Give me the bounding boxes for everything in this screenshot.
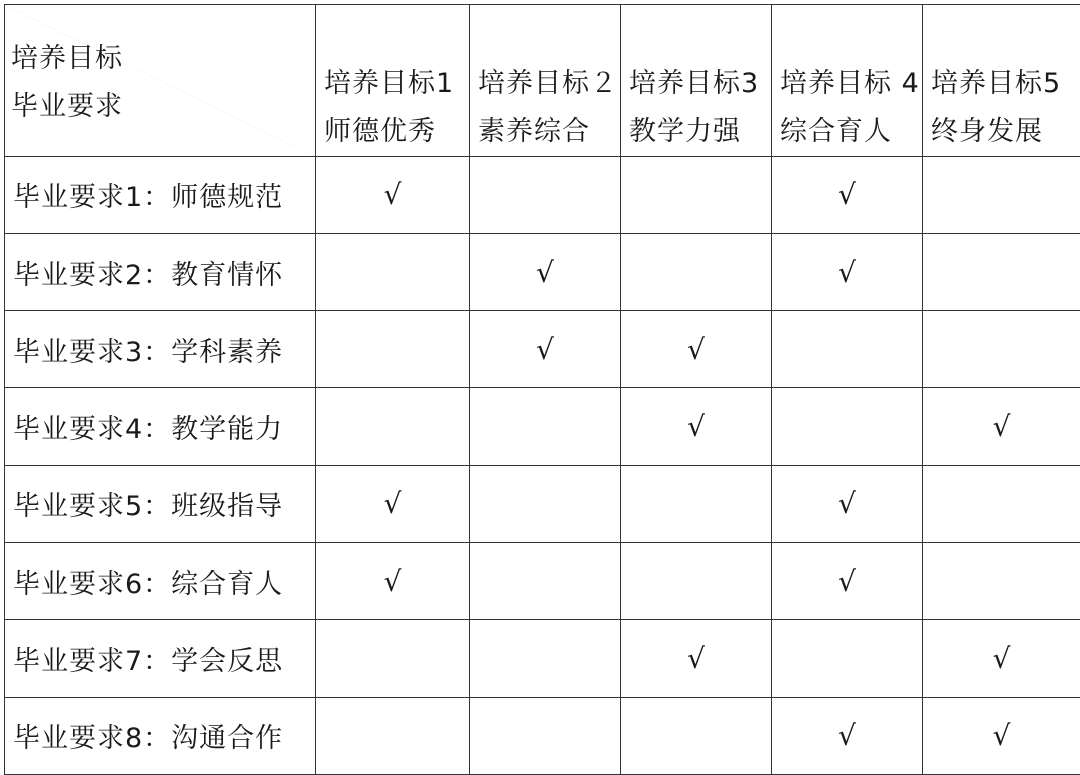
check-mark: [316, 620, 470, 697]
check-mark: [470, 156, 621, 233]
requirement-label: 毕业要求6：综合育人: [5, 543, 316, 620]
requirement-label: 毕业要求3：学科素养: [5, 311, 316, 388]
check-mark: [316, 311, 470, 388]
corner-label-requirements: 毕业要求: [11, 91, 123, 122]
check-mark: [621, 543, 772, 620]
check-mark: [923, 311, 1080, 388]
check-mark: √: [923, 697, 1080, 774]
check-mark: [923, 465, 1080, 542]
check-mark: √: [772, 697, 923, 774]
check-mark: [923, 543, 1080, 620]
check-mark: [316, 388, 470, 465]
table-row: [5, 620, 1080, 697]
table-row: [5, 156, 1080, 233]
corner-header-cell: [5, 5, 316, 157]
check-mark: √: [621, 311, 772, 388]
requirements-matrix-table: [4, 4, 1080, 775]
requirement-label: 毕业要求4：教学能力: [5, 388, 316, 465]
check-mark: √: [470, 233, 621, 310]
requirement-label: 毕业要求2：教育情怀: [5, 233, 316, 310]
check-mark: [470, 388, 621, 465]
check-mark: √: [316, 156, 470, 233]
check-mark: √: [923, 388, 1080, 465]
check-mark: [772, 620, 923, 697]
table-row: [5, 311, 1080, 388]
check-mark: [621, 465, 772, 542]
goal-header-5: 培养目标5终身发展: [923, 5, 1080, 157]
check-mark: √: [772, 156, 923, 233]
goal-header-1: 培养目标1师德优秀: [316, 5, 470, 157]
goal-header-4: 培养目标 4综合育人: [772, 5, 923, 157]
check-mark: √: [621, 388, 772, 465]
requirement-label: 毕业要求1：师德规范: [5, 156, 316, 233]
table-row: [5, 388, 1080, 465]
check-mark: [923, 156, 1080, 233]
goal-header-3: 培养目标3 教学力强: [621, 5, 772, 157]
check-mark: [470, 620, 621, 697]
check-mark: [470, 697, 621, 774]
requirement-label: 毕业要求5：班级指导: [5, 465, 316, 542]
check-mark: [772, 311, 923, 388]
check-mark: √: [772, 465, 923, 542]
check-mark: √: [621, 620, 772, 697]
goal-header-2: 培养目标２素养综合: [470, 5, 621, 157]
check-mark: [621, 697, 772, 774]
requirement-label: 毕业要求8：沟通合作: [5, 697, 316, 774]
check-mark: [316, 697, 470, 774]
check-mark: [470, 543, 621, 620]
check-mark: [923, 233, 1080, 310]
table-row: [5, 543, 1080, 620]
requirement-label: 毕业要求7：学会反思: [5, 620, 316, 697]
check-mark: [772, 388, 923, 465]
table-header-row: [5, 5, 1080, 157]
check-mark: √: [470, 311, 621, 388]
check-mark: [470, 465, 621, 542]
check-mark: [316, 233, 470, 310]
check-mark: √: [316, 465, 470, 542]
table-row: [5, 465, 1080, 542]
check-mark: [621, 156, 772, 233]
corner-label-goals: 培养目标: [11, 43, 123, 74]
table-row: [5, 697, 1080, 774]
check-mark: √: [923, 620, 1080, 697]
check-mark: [621, 233, 772, 310]
check-mark: √: [772, 233, 923, 310]
table-row: [5, 233, 1080, 310]
check-mark: √: [316, 543, 470, 620]
check-mark: √: [772, 543, 923, 620]
